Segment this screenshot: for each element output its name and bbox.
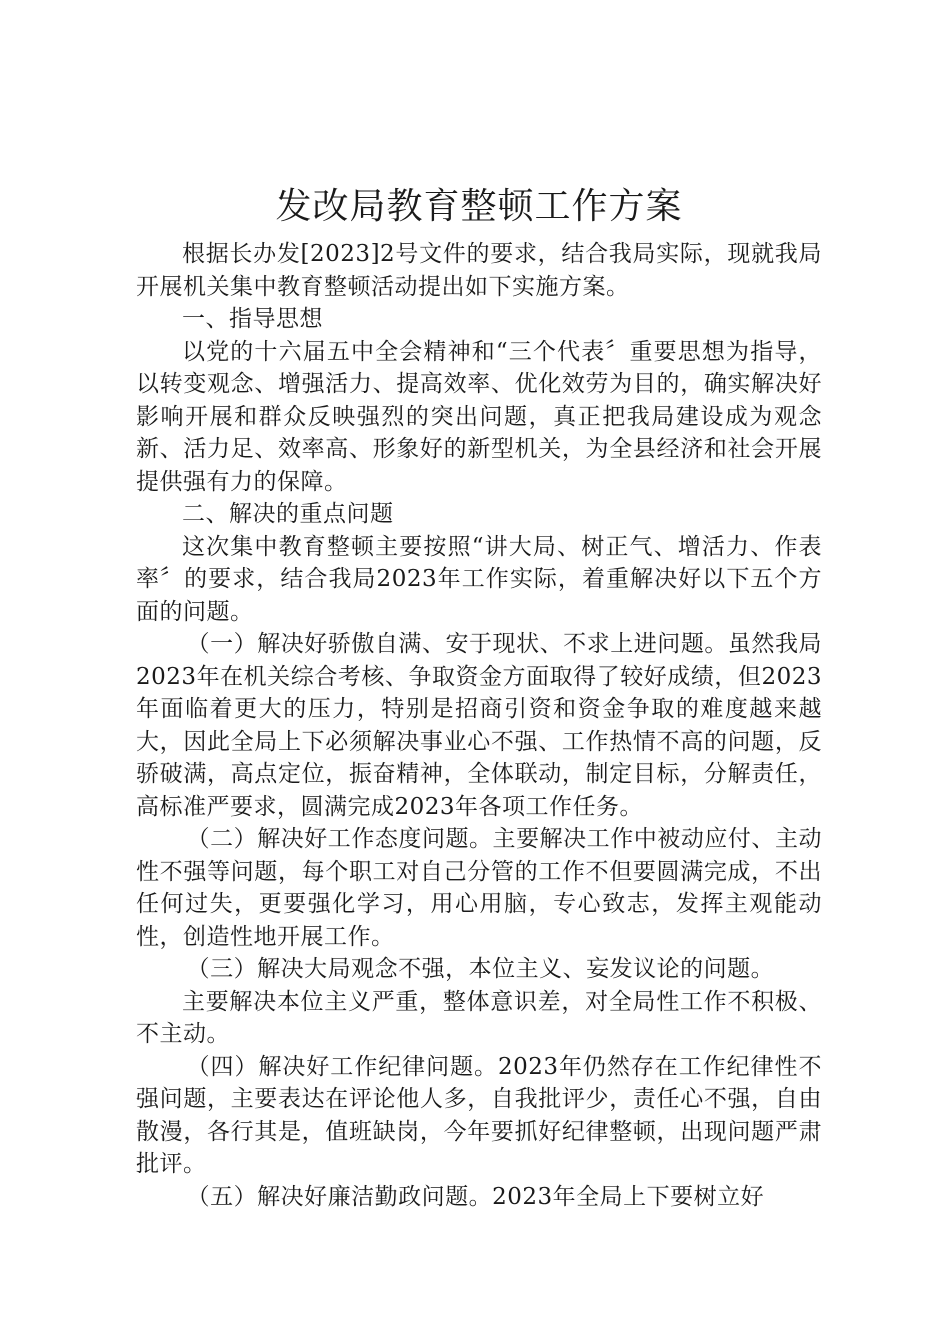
issue-four-paragraph: （四）解决好工作纪律问题。2023年仍然存在工作纪律性不强问题，主要表达在评论他人多，自我批评少，责任心不强，自由散漫，各行其是，值班缺岗，今年要抓好纪律整顿，出现问题严肃批评。	[136, 1053, 822, 1177]
issue-three-paragraph: 主要解决本位主义严重，整体意识差，对全局性工作不积极、不主动。	[136, 988, 822, 1047]
guiding-thought-paragraph: 以党的十六届五中全会精神和“三个代表〞重要思想为指导，以转变观念、增强活力、提高效率、优化效劳为目的，确实解决好影响开展和群众反映强烈的突出问题，真正把我局建设成为观念新、活力足、效率高、形象好的新型机关，为全县经济和社会开展提供强有力的保障。	[136, 338, 822, 495]
issue-two-paragraph: （二）解决好工作态度问题。主要解决工作中被动应付、主动性不强等问题，每个职工对自己分管的工作不但要圆满完成，不出任何过失，更要强化学习，用心用脑，专心致志，发挥主观能动性，创造性地开展工作。	[136, 826, 822, 950]
document-page	[136, 178, 822, 1213]
key-issues-intro-paragraph: 这次集中教育整顿主要按照“讲大局、树正气、增活力、作表率〞的要求，结合我局2023年工作实际，着重解决好以下五个方面的问题。	[136, 533, 822, 625]
issue-three-heading: （三）解决大局观念不强，本位主义、妄发议论的问题。	[186, 956, 775, 982]
issue-five-paragraph: （五）解决好廉洁勤政问题。2023年全局上下要树立好	[186, 1183, 765, 1210]
document-title: 发改局教育整顿工作方案	[275, 186, 683, 227]
section-heading-key-issues: 二、解决的重点问题	[182, 501, 394, 527]
issue-one-paragraph: （一）解决好骄傲自满、安于现状、不求上进问题。虽然我局2023年在机关综合考核、争取资金方面取得了较好成绩，但2023年面临着更大的压力，特别是招商引资和资金争取的难度越来越大，因此全局上下必须解决事业心不强、工作热情不高的问题，反骄破满，高点定位，振奋精神，全体联动，制定目标，分解责任，高标准严要求，圆满完成2023年各项工作任务。	[136, 631, 822, 820]
intro-paragraph: 根据长办发[2023]2号文件的要求，结合我局实际，现就我局开展机关集中教育整顿活动提出如下实施方案。	[136, 241, 822, 300]
section-heading-guiding-thought: 一、指导思想	[182, 306, 323, 332]
